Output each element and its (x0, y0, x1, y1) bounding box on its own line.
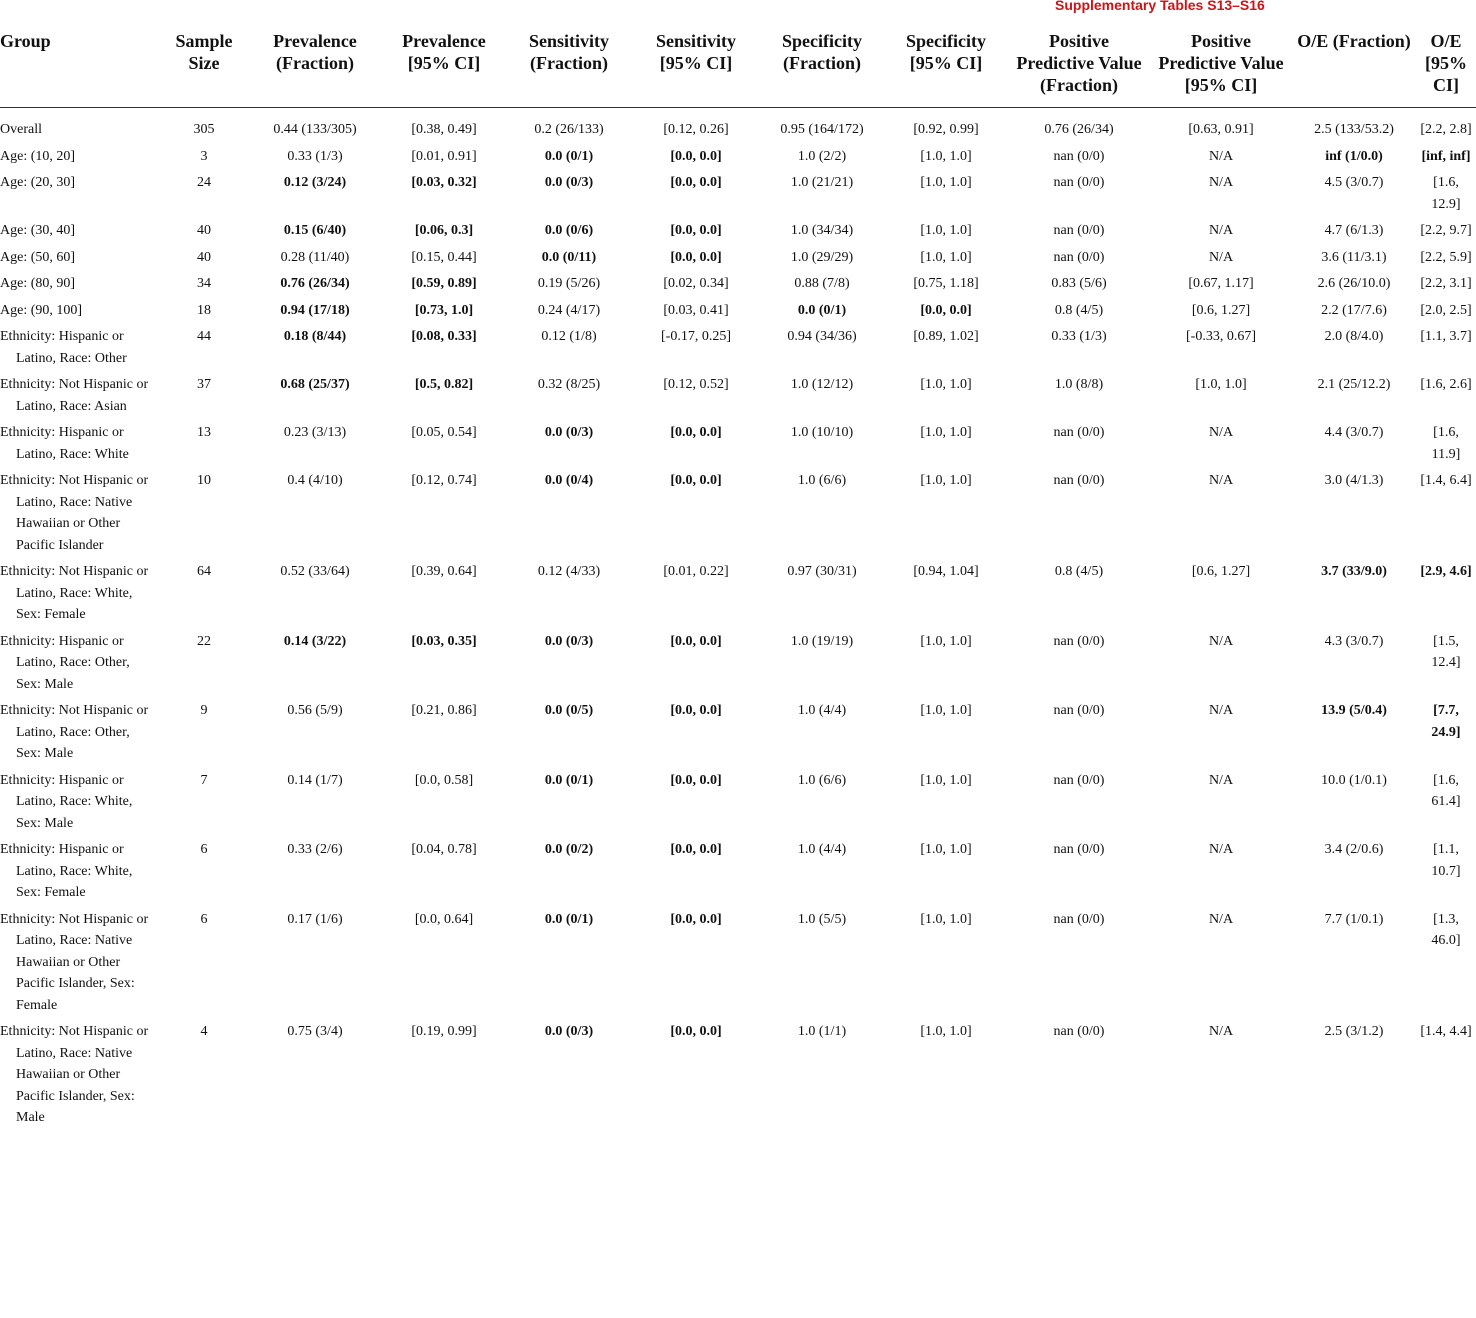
table-cell: [1.6, 2.6] (1420, 377, 1472, 392)
table-cell: 0.0 (0/3) (544, 633, 594, 649)
table-cell: 37 (197, 377, 211, 392)
table-row (0, 556, 1476, 626)
table-cell: 0.52 (33/64) (280, 564, 350, 579)
table-cell: [1.0, 1.0] (1195, 377, 1247, 392)
group-label: Ethnicity: Hispanic or Latino, Race: Other, Sex: Male (0, 633, 130, 692)
table-cell: [0.0, 0.58] (414, 772, 474, 788)
table-cell: 10 (197, 473, 211, 488)
table-cell: 0.23 (3/13) (283, 425, 347, 440)
table-row (0, 321, 1476, 369)
table-cell: 0.2 (26/133) (534, 122, 604, 137)
table-cell: 0.33 (1/3) (1051, 329, 1107, 344)
table-cell: 9 (200, 703, 208, 718)
table-row (0, 369, 1476, 417)
table-row (0, 626, 1476, 696)
table-cell: 2.6 (26/10.0) (1317, 276, 1391, 291)
group-label: Ethnicity: Not Hispanic or Latino, Race: Native Hawaiian or Other Pacific Islander, Sex: Female (0, 911, 149, 1013)
table-cell: 13.9 (5/0.4) (1321, 703, 1387, 718)
table-cell: nan (0/0) (1053, 425, 1105, 440)
table-row (0, 834, 1476, 904)
table-cell: [-0.33, 0.67] (1186, 329, 1256, 344)
table-cell: [2.2, 3.1] (1420, 276, 1472, 291)
table-cell: [0.21, 0.86] (411, 703, 477, 718)
results-table (0, 30, 1476, 1129)
table-cell: [1.0, 1.0] (920, 473, 972, 488)
table-cell: [0.0, 0.0] (670, 148, 722, 164)
table-cell: [1.0, 1.0] (920, 1024, 972, 1039)
group-cell (0, 321, 160, 369)
table-cell: [0.0, 0.0] (670, 249, 722, 265)
group-cell (0, 295, 160, 322)
table-cell: [0.15, 0.44] (411, 249, 477, 265)
table-row (0, 141, 1476, 168)
table-row (0, 1016, 1476, 1129)
table-cell: [0.73, 1.0] (414, 302, 474, 318)
group-label: Ethnicity: Not Hispanic or Latino, Race: Native Hawaiian or Other Pacific Islander (0, 473, 149, 553)
table-cell: [0.6, 1.27] (1191, 564, 1251, 579)
table-cell: 4.3 (3/0.7) (1324, 633, 1384, 649)
table-row (0, 242, 1476, 269)
table-cell: [0.94, 1.04] (913, 564, 979, 579)
table-cell: [1.0, 1.0] (920, 633, 972, 649)
table-cell: [1.0, 1.0] (920, 703, 972, 718)
table-cell: nan (0/0) (1053, 175, 1105, 190)
table-cell: 0.68 (25/37) (280, 377, 350, 392)
table-cell: nan (0/0) (1053, 633, 1105, 649)
table-cell: nan (0/0) (1053, 223, 1105, 238)
table-cell: 0.14 (3/22) (283, 633, 347, 649)
table-cell: 4 (200, 1024, 208, 1039)
table-cell: [0.03, 0.32] (411, 175, 477, 190)
table-cell: 4.7 (6/1.3) (1324, 223, 1384, 238)
table-cell: [0.06, 0.3] (414, 223, 474, 238)
table-cell: 1.0 (6/6) (797, 772, 847, 788)
table-cell: 0.19 (5/26) (537, 276, 601, 291)
group-label: Overall (0, 122, 42, 137)
table-cell: 18 (197, 302, 211, 318)
table-cell: 6 (200, 842, 208, 857)
table-cell: nan (0/0) (1053, 148, 1105, 164)
group-label: Age: (10, 20] (0, 148, 76, 164)
table-cell: 0.0 (0/1) (544, 148, 594, 164)
group-label: Age: (30, 40] (0, 223, 76, 238)
table-header-row (0, 30, 1476, 108)
table-cell: [2.9, 4.6] (1420, 564, 1472, 579)
column-header: Group (0, 30, 160, 108)
table-cell: [0.03, 0.41] (663, 302, 729, 318)
table-cell: 44 (197, 329, 211, 344)
table-cell: [0.0, 0.0] (670, 633, 722, 649)
table-cell: [0.0, 0.0] (920, 302, 972, 318)
table-cell: nan (0/0) (1053, 772, 1105, 788)
table-cell: 0.0 (0/3) (544, 425, 594, 440)
table-cell: N/A (1208, 223, 1234, 238)
column-header: Sensitivity (Fraction) (506, 30, 632, 108)
table-cell: nan (0/0) (1053, 842, 1105, 857)
group-label: Ethnicity: Not Hispanic or Latino, Race: Native Hawaiian or Other Pacific Islander, Sex: Male (0, 1024, 149, 1125)
table-cell: [1.6, 12.9] (1431, 175, 1461, 212)
table-cell: 0.76 (26/34) (1044, 122, 1114, 137)
table-cell: 2.5 (3/1.2) (1324, 1024, 1384, 1039)
group-cell (0, 626, 160, 696)
column-header: Specificity (Fraction) (760, 30, 884, 108)
table-cell: 0.17 (1/6) (287, 911, 343, 927)
table-cell: 0.0 (0/3) (544, 1024, 594, 1039)
table-cell: 1.0 (19/19) (790, 633, 854, 649)
table-cell: 0.56 (5/9) (287, 703, 343, 718)
table-cell: [1.1, 3.7] (1420, 329, 1472, 344)
table-cell: 0.0 (0/1) (544, 911, 594, 927)
group-cell (0, 242, 160, 269)
table-cell: 3 (200, 148, 208, 164)
table-cell: [1.0, 1.0] (920, 175, 972, 190)
table-cell: [inf, inf] (1421, 148, 1471, 164)
table-cell: 0.14 (1/7) (287, 772, 343, 788)
table-cell: 40 (197, 249, 211, 265)
table-cell: 0.44 (133/305) (273, 122, 357, 137)
table-cell: [1.4, 6.4] (1420, 473, 1472, 488)
table-cell: 7 (200, 772, 208, 788)
table-cell: 0.0 (0/1) (544, 772, 594, 788)
table-cell: 1.0 (5/5) (797, 911, 847, 927)
table-cell: [1.6, 11.9] (1431, 425, 1461, 462)
table-cell: [0.92, 0.99] (913, 122, 979, 137)
column-header: Positive Predictive Value (Fraction) (1008, 30, 1150, 108)
table-cell: [1.0, 1.0] (920, 842, 972, 857)
table-cell: 34 (197, 276, 211, 291)
table-cell: 1.0 (8/8) (1054, 377, 1104, 392)
supplementary-tables-link[interactable]: Supplementary Tables S13–S16 (1055, 0, 1265, 13)
table-cell: [7.7, 24.9] (1431, 703, 1461, 740)
table-cell: 0.94 (34/36) (787, 329, 857, 344)
table-cell: 2.1 (25/12.2) (1317, 377, 1391, 392)
table-cell: [0.39, 0.64] (411, 564, 477, 579)
table-row (0, 295, 1476, 322)
table-cell: 1.0 (34/34) (790, 223, 854, 238)
table-cell: 0.0 (0/3) (544, 175, 594, 190)
table-cell: [0.0, 0.0] (670, 772, 722, 788)
table-cell: N/A (1208, 175, 1234, 190)
table-cell: 0.24 (4/17) (537, 302, 601, 318)
table-cell: 0.33 (2/6) (287, 842, 343, 857)
table-cell: N/A (1208, 633, 1234, 649)
table-cell: [2.2, 2.8] (1420, 122, 1472, 137)
table-cell: 7.7 (1/0.1) (1324, 911, 1384, 927)
group-label: Ethnicity: Hispanic or Latino, Race: White, Sex: Male (0, 772, 133, 831)
table-row (0, 695, 1476, 765)
table-cell: [1.0, 1.0] (920, 223, 972, 238)
table-cell: nan (0/0) (1053, 473, 1105, 488)
group-cell (0, 108, 160, 141)
table-cell: 0.88 (7/8) (794, 276, 850, 291)
table-row (0, 268, 1476, 295)
table-cell: [1.0, 1.0] (920, 377, 972, 392)
group-cell (0, 834, 160, 904)
group-cell (0, 268, 160, 295)
table-cell: 2.0 (8/4.0) (1324, 329, 1384, 344)
table-cell: 0.33 (1/3) (287, 148, 343, 164)
group-cell (0, 167, 160, 215)
table-cell: [0.75, 1.18] (913, 276, 979, 291)
table-cell: N/A (1208, 148, 1234, 164)
table-cell: [1.5, 12.4] (1431, 633, 1461, 670)
group-label: Age: (80, 90] (0, 276, 76, 291)
group-cell (0, 369, 160, 417)
table-cell: [0.89, 1.02] (913, 329, 979, 344)
table-cell: [1.1, 10.7] (1431, 842, 1461, 879)
table-row (0, 904, 1476, 1017)
table-cell: 1.0 (12/12) (790, 377, 854, 392)
table-cell: 0.0 (0/4) (544, 473, 594, 488)
table-cell: 0.12 (3/24) (283, 175, 347, 190)
table-cell: [0.08, 0.33] (411, 329, 477, 344)
group-label: Ethnicity: Not Hispanic or Latino, Race: White, Sex: Female (0, 564, 149, 622)
table-cell: 3.6 (11/3.1) (1321, 249, 1387, 265)
table-cell: 1.0 (1/1) (797, 1024, 847, 1039)
table-cell: [0.38, 0.49] (411, 122, 477, 137)
table-cell: 0.8 (4/5) (1054, 564, 1104, 579)
table-cell: 1.0 (4/4) (797, 842, 847, 857)
table-cell: [0.63, 0.91] (1188, 122, 1254, 137)
column-header: O/E (Fraction) (1292, 30, 1416, 108)
table-cell: [0.0, 0.64] (414, 911, 474, 927)
table-cell: 1.0 (4/4) (797, 703, 847, 718)
table-cell: 305 (193, 122, 215, 137)
table-cell: 10.0 (1/0.1) (1321, 772, 1387, 788)
table-cell: [0.12, 0.26] (663, 122, 729, 137)
table-cell: [0.59, 0.89] (411, 276, 477, 291)
table-cell: 0.75 (3/4) (287, 1024, 343, 1039)
group-label: Age: (50, 60] (0, 249, 76, 265)
table-cell: [0.0, 0.0] (670, 842, 722, 857)
column-header: Prevalence (Fraction) (248, 30, 382, 108)
table-cell: N/A (1208, 1024, 1234, 1039)
group-cell (0, 765, 160, 835)
column-header: Positive Predictive Value [95% CI] (1150, 30, 1292, 108)
table-cell: [1.4, 4.4] (1420, 1024, 1472, 1039)
table-cell: 0.12 (1/8) (541, 329, 597, 344)
table-cell: 0.95 (164/172) (780, 122, 864, 137)
table-cell: 1.0 (10/10) (790, 425, 854, 440)
table-cell: N/A (1208, 473, 1234, 488)
group-cell (0, 1016, 160, 1129)
table-cell: 0.18 (8/44) (283, 329, 347, 344)
column-header: Prevalence [95% CI] (382, 30, 506, 108)
table-cell: 40 (197, 223, 211, 238)
group-cell (0, 465, 160, 556)
table-cell: [0.0, 0.0] (670, 425, 722, 440)
table-cell: 1.0 (2/2) (797, 148, 847, 164)
table-cell: 0.83 (5/6) (1051, 276, 1107, 291)
table-row (0, 765, 1476, 835)
group-label: Ethnicity: Not Hispanic or Latino, Race: Other, Sex: Male (0, 703, 149, 761)
table-cell: 0.0 (0/11) (541, 249, 597, 265)
table-cell: 6 (200, 911, 208, 927)
table-cell: [0.0, 0.0] (670, 911, 722, 927)
table-cell: 0.0 (0/6) (544, 223, 594, 238)
table-cell: [1.0, 1.0] (920, 772, 972, 788)
group-cell (0, 417, 160, 465)
table-cell: [0.02, 0.34] (663, 276, 729, 291)
table-cell: [-0.17, 0.25] (661, 329, 731, 344)
table-cell: 3.7 (33/9.0) (1321, 564, 1387, 579)
table-cell: [0.0, 0.0] (670, 473, 722, 488)
table-cell: [2.2, 9.7] (1420, 223, 1472, 238)
table-cell: 0.15 (6/40) (283, 223, 347, 238)
table-cell: [0.05, 0.54] (411, 425, 477, 440)
table-cell: [0.6, 1.27] (1191, 302, 1251, 318)
table-cell: 0.12 (4/33) (537, 564, 601, 579)
table-cell: 4.4 (3/0.7) (1324, 425, 1384, 440)
table-cell: 1.0 (21/21) (790, 175, 854, 190)
table-cell: [0.03, 0.35] (411, 633, 477, 649)
group-cell (0, 556, 160, 626)
table-cell: [0.12, 0.52] (663, 377, 729, 392)
table-cell: inf (1/0.0) (1325, 148, 1383, 164)
table-cell: [0.0, 0.0] (670, 1024, 722, 1039)
table-cell: [0.0, 0.0] (670, 175, 722, 190)
table-cell: [2.0, 2.5] (1420, 302, 1472, 318)
table-cell: 2.5 (133/53.2) (1314, 122, 1394, 137)
table-cell: 0.0 (0/5) (544, 703, 594, 718)
table-cell: nan (0/0) (1053, 911, 1105, 927)
table-cell: [0.5, 0.82] (414, 377, 474, 392)
table-cell: 0.4 (4/10) (287, 473, 343, 488)
group-label: Ethnicity: Not Hispanic or Latino, Race: Asian (0, 377, 149, 414)
table-cell: 0.76 (26/34) (280, 276, 350, 291)
group-label: Ethnicity: Hispanic or Latino, Race: Other (0, 329, 127, 366)
table-row (0, 167, 1476, 215)
table-cell: [0.0, 0.0] (670, 703, 722, 718)
table-cell: 1.0 (6/6) (797, 473, 847, 488)
table-cell: 64 (197, 564, 211, 579)
table-cell: 0.8 (4/5) (1054, 302, 1104, 318)
table-cell: 22 (197, 633, 211, 649)
table-row (0, 108, 1476, 141)
table-cell: [1.0, 1.0] (920, 148, 972, 164)
table-cell: [1.0, 1.0] (920, 425, 972, 440)
table-cell: N/A (1208, 703, 1234, 718)
table-cell: [2.2, 5.9] (1420, 249, 1472, 265)
table-cell: N/A (1208, 772, 1234, 788)
table-cell: 0.97 (30/31) (787, 564, 857, 579)
table-cell: N/A (1208, 249, 1234, 265)
group-label: Ethnicity: Hispanic or Latino, Race: White (0, 425, 129, 462)
table-cell: 3.0 (4/1.3) (1324, 473, 1384, 488)
table-cell: 13 (197, 425, 211, 440)
group-cell (0, 141, 160, 168)
column-header: Sample Size (160, 30, 248, 108)
table-cell: 24 (197, 175, 211, 190)
group-label: Ethnicity: Hispanic or Latino, Race: White, Sex: Female (0, 842, 133, 900)
table-cell: 2.2 (17/7.6) (1321, 302, 1387, 318)
table-cell: [0.0, 0.0] (670, 223, 722, 238)
table-cell: 1.0 (29/29) (790, 249, 854, 265)
table-cell: [1.3, 46.0] (1431, 911, 1461, 948)
table-cell: N/A (1208, 911, 1234, 927)
table-row (0, 465, 1476, 556)
column-header: Specificity [95% CI] (884, 30, 1008, 108)
table-cell: nan (0/0) (1053, 249, 1105, 265)
table-cell: N/A (1208, 842, 1234, 857)
table-cell: nan (0/0) (1053, 1024, 1105, 1039)
table-row (0, 215, 1476, 242)
table-cell: [0.01, 0.22] (663, 564, 729, 579)
table-cell: 4.5 (3/0.7) (1324, 175, 1384, 190)
table-cell: [0.12, 0.74] (411, 473, 477, 488)
table-cell: N/A (1208, 425, 1234, 440)
table-cell: [1.6, 61.4] (1431, 772, 1461, 809)
table-cell: 0.0 (0/1) (797, 302, 847, 318)
column-header: Sensitivity [95% CI] (632, 30, 760, 108)
group-cell (0, 904, 160, 1017)
group-cell (0, 695, 160, 765)
table-cell: [1.0, 1.0] (920, 911, 972, 927)
table-cell: 3.4 (2/0.6) (1324, 842, 1384, 857)
table-cell: 0.28 (11/40) (280, 249, 350, 265)
table-cell: [0.04, 0.78] (411, 842, 477, 857)
table-cell: [0.67, 1.17] (1188, 276, 1254, 291)
group-label: Age: (20, 30] (0, 175, 76, 190)
table-cell: 0.94 (17/18) (280, 302, 350, 318)
table-cell: [0.19, 0.99] (411, 1024, 477, 1039)
column-header: O/E [95% CI] (1416, 30, 1476, 108)
group-label: Age: (90, 100] (0, 302, 83, 318)
table-cell: [0.01, 0.91] (411, 148, 477, 164)
table-cell: nan (0/0) (1053, 703, 1105, 718)
table-cell: 0.0 (0/2) (544, 842, 594, 857)
table-cell: 0.32 (8/25) (537, 377, 601, 392)
table-cell: [1.0, 1.0] (920, 249, 972, 265)
table-row (0, 417, 1476, 465)
group-cell (0, 215, 160, 242)
